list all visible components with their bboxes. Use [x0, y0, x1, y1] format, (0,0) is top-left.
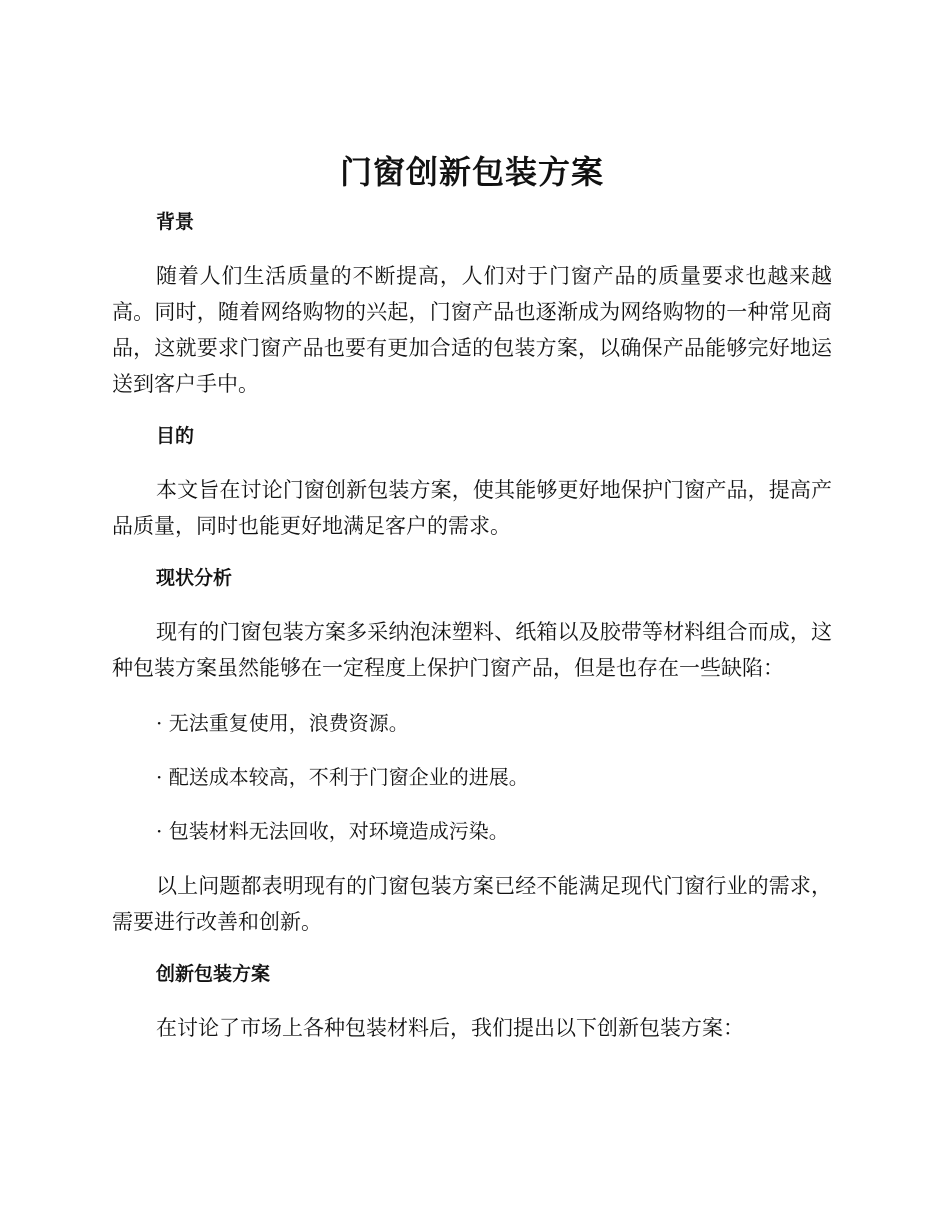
status-analysis-closing-paragraph: 以上问题都表明现有的门窗包装方案已经不能满足现代门窗行业的需求，需要进行改善和创新。	[112, 874, 832, 934]
section-heading-status-analysis: 现状分析	[156, 567, 233, 589]
bullet-item: · 配送成本较高，不利于门窗企业的进展。	[156, 765, 529, 789]
purpose-paragraph: 本文旨在讨论门窗创新包装方案，使其能够更好地保护门窗产品，提高产品质量，同时也能更好地满足客户的需求。	[112, 478, 832, 538]
bullet-item: · 无法重复使用，浪费资源。	[156, 711, 409, 735]
document-title: 门窗创新包装方案	[339, 153, 604, 191]
bullet-item: · 包装材料无法回收，对环境造成污染。	[156, 819, 509, 843]
section-heading-innovative-packaging: 创新包装方案	[156, 963, 271, 985]
section-heading-purpose: 目的	[156, 425, 195, 447]
document-page	[112, 150, 832, 1066]
status-analysis-paragraph: 现有的门窗包装方案多采纳泡沫塑料、纸箱以及胶带等材料组合而成，这种包装方案虽然能够在一定程度上保护门窗产品，但是也存在一些缺陷：	[112, 620, 832, 680]
section-heading-background: 背景	[156, 211, 195, 233]
background-paragraph: 随着人们生活质量的不断提高，人们对于门窗产品的质量要求也越来越高。同时，随着网络购物的兴起，门窗产品也逐渐成为网络购物的一种常见商品，这就要求门窗产品也要有更加合适的包装方案，以确保产品能够完好地运送到客户手中。	[112, 264, 832, 396]
innovative-packaging-paragraph: 在讨论了市场上各种包装材料后，我们提出以下创新包装方案：	[156, 1016, 744, 1040]
